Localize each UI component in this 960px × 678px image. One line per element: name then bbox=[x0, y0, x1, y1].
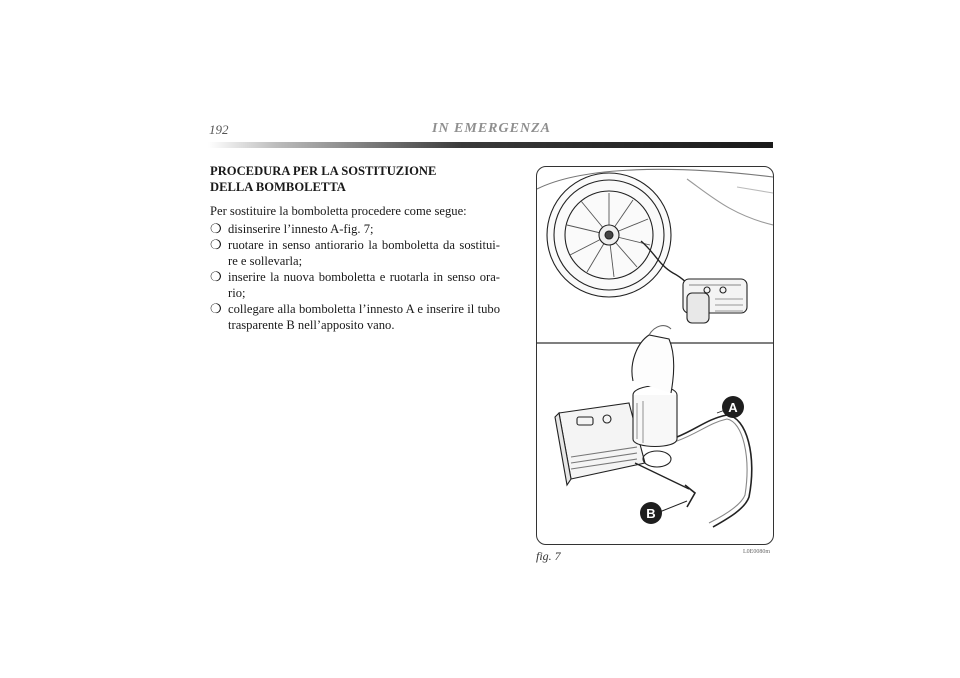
figure-drawing bbox=[537, 167, 773, 544]
bullet-icon: ❍ bbox=[210, 301, 222, 316]
label-b: B bbox=[646, 506, 656, 521]
label-a: A bbox=[728, 400, 738, 415]
list-item bbox=[210, 237, 500, 269]
procedure-title-line-1: PROCEDURA PER LA SOSTITUZIONE bbox=[210, 164, 437, 178]
procedure-title-line-2: DELLA BOMBOLETTA bbox=[210, 180, 346, 194]
steps-list bbox=[210, 221, 500, 333]
procedure-title bbox=[210, 163, 500, 195]
figure-caption: fig. 7 bbox=[536, 549, 561, 563]
figure-7-illustration bbox=[536, 166, 774, 545]
step-text: disinserire l’innesto A-fig. 7; bbox=[228, 222, 374, 236]
bullet-icon: ❍ bbox=[210, 237, 222, 252]
step-text: inserire la nuova bomboletta e ruotarla in senso ora-rio; bbox=[228, 270, 500, 300]
list-item bbox=[210, 269, 500, 301]
step-text: ruotare in senso antiorario la bomboletta da sostitui-re e sollevarla; bbox=[228, 238, 500, 268]
section-title: IN EMERGENZA bbox=[432, 121, 551, 136]
intro-text: Per sostituire la bomboletta procedere come segue: bbox=[210, 204, 467, 218]
figure-code: L0E0080m bbox=[743, 549, 770, 555]
text-column bbox=[210, 163, 500, 333]
page-number: 192 bbox=[209, 122, 229, 137]
bullet-icon: ❍ bbox=[210, 221, 222, 236]
list-item bbox=[210, 221, 500, 237]
header-rule bbox=[208, 142, 773, 148]
step-text: collegare alla bomboletta l’innesto A e inserire il tubo trasparente B nell’apposito vano. bbox=[228, 302, 500, 332]
list-item bbox=[210, 301, 500, 333]
bullet-icon: ❍ bbox=[210, 269, 222, 284]
